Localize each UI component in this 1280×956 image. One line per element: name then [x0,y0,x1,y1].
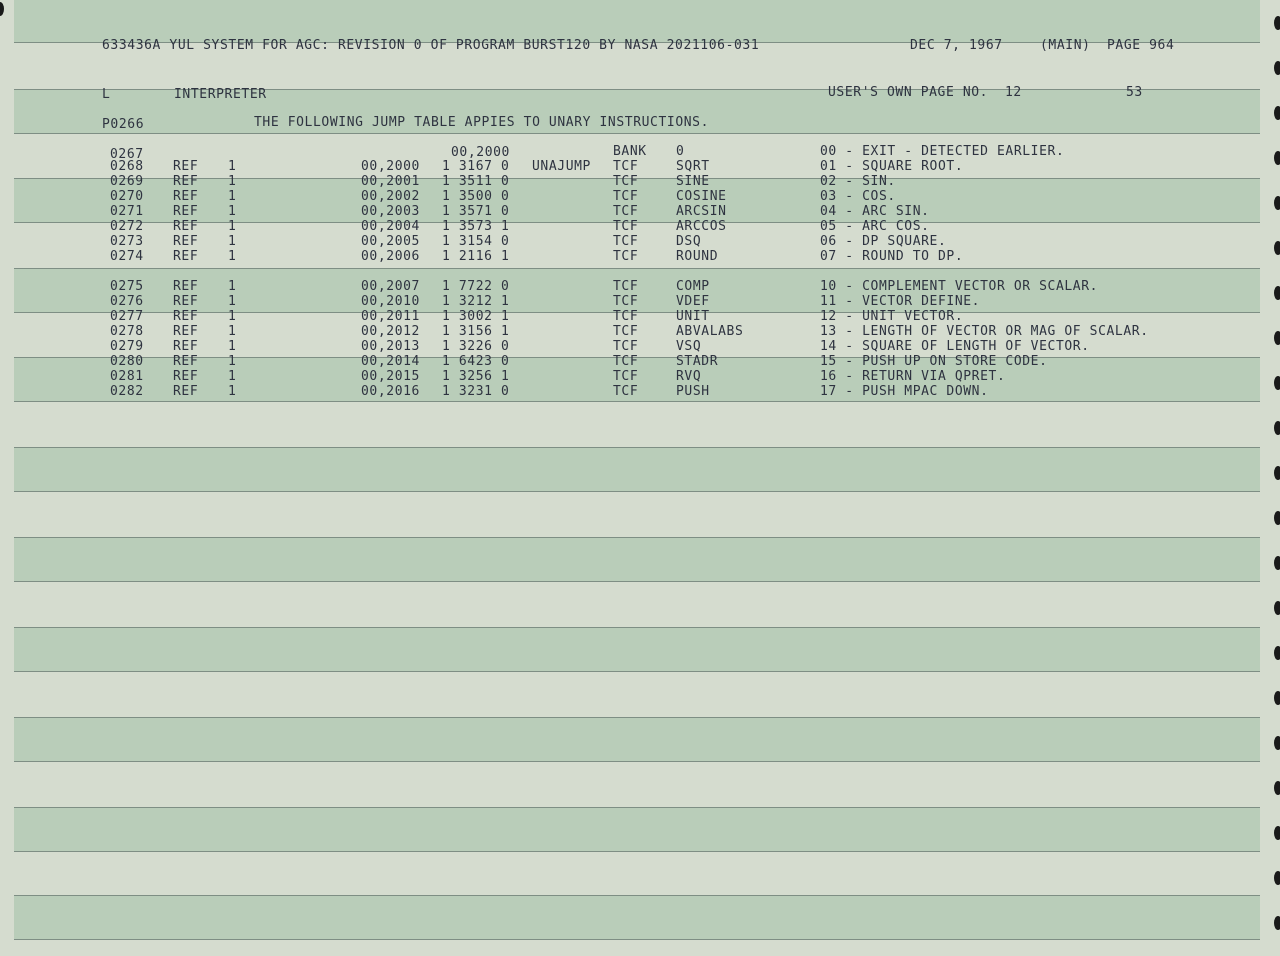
rule-line [14,671,1260,672]
listing-row [0,205,1280,220]
rule-line [14,401,1260,402]
ref-count: 1 [228,159,237,174]
opcode: TCF [613,354,639,369]
ref-count: 1 [228,324,237,339]
opcode: TCF [613,294,639,309]
operand: ARCCOS [676,219,727,234]
ref-keyword: REF [173,354,199,369]
feed-hole [1274,691,1280,705]
comment: 05 - ARC COS. [820,219,930,234]
operand: RVQ [676,369,702,384]
opcode: TCF [613,324,639,339]
bank-line-number: 0267 [110,147,144,162]
ref-keyword: REF [173,204,199,219]
address: 00,2004 [361,219,420,234]
listing-row [0,295,1280,310]
feed-hole [0,2,4,16]
rule-line [14,939,1260,940]
feed-hole [1274,601,1280,615]
ref-count: 1 [228,309,237,324]
ref-keyword: REF [173,279,199,294]
ref-keyword: REF [173,339,199,354]
address: 00,2002 [361,189,420,204]
operand: ABVALABS [676,324,744,339]
comment-line-number: P0266 [102,117,145,132]
rule-line [14,537,1260,538]
line-number: 0271 [110,204,144,219]
address: 00,2000 [361,159,420,174]
listing-row [0,370,1280,385]
operand: COSINE [676,189,727,204]
octal-word: 1 3154 0 [442,234,510,249]
operand: SINE [676,174,710,189]
symbol-label: UNAJUMP [532,159,591,174]
green-band [14,447,1260,491]
octal-word: 1 3212 1 [442,294,510,309]
line-number: 0279 [110,339,144,354]
opcode: TCF [613,204,639,219]
octal-word: 1 2116 1 [442,249,510,264]
comment: 12 - UNIT VECTOR. [820,309,964,324]
feed-hole [1274,826,1280,840]
bank-address: 00,2000 [451,145,510,160]
address: 00,2005 [361,234,420,249]
comment: 13 - LENGTH OF VECTOR OR MAG OF SCALAR. [820,324,1149,339]
green-band [14,895,1260,939]
ref-keyword: REF [173,384,199,399]
address: 00,2006 [361,249,420,264]
opcode: TCF [613,369,639,384]
comment: 06 - DP SQUARE. [820,234,947,249]
ref-count: 1 [228,369,237,384]
address: 00,2001 [361,174,420,189]
address: 00,2003 [361,204,420,219]
octal-word: 1 3002 1 [442,309,510,324]
opcode: TCF [613,384,639,399]
opcode: TCF [613,219,639,234]
opcode: TCF [613,189,639,204]
ref-count: 1 [228,174,237,189]
line-number: 0274 [110,249,144,264]
ref-count: 1 [228,219,237,234]
log-code: L [102,87,111,102]
listing-row [0,385,1280,400]
listing-row [0,220,1280,235]
rule-line [14,807,1260,808]
address: 00,2016 [361,384,420,399]
ref-count: 1 [228,279,237,294]
line-number: 0275 [110,279,144,294]
octal-word: 1 3573 1 [442,219,510,234]
sheet-number: 53 [1126,85,1143,100]
comment: 11 - VECTOR DEFINE. [820,294,981,309]
line-number: 0269 [110,174,144,189]
ref-count: 1 [228,249,237,264]
address: 00,2013 [361,339,420,354]
opcode: TCF [613,339,639,354]
octal-word: 1 3571 0 [442,204,510,219]
bank-operand: 0 [676,144,685,159]
operand: VSQ [676,339,702,354]
rule-line [14,268,1260,269]
listing-row [0,190,1280,205]
opcode: TCF [613,234,639,249]
feed-hole [1274,736,1280,750]
green-band [14,537,1260,581]
comment: 14 - SQUARE OF LENGTH OF VECTOR. [820,339,1090,354]
octal-word: 1 6423 0 [442,354,510,369]
rule-line [14,491,1260,492]
ref-count: 1 [228,339,237,354]
operand: UNIT [676,309,710,324]
address: 00,2012 [361,324,420,339]
opcode: TCF [613,249,639,264]
comment-text: THE FOLLOWING JUMP TABLE APPIES TO UNARY INSTRUCTIONS. [254,115,710,130]
opcode: TCF [613,309,639,324]
feed-hole [1274,646,1280,660]
listing-row [0,175,1280,190]
feed-hole [1274,466,1280,480]
feed-hole [1274,511,1280,525]
green-band [14,807,1260,851]
comment: 03 - COS. [820,189,896,204]
opcode: TCF [613,279,639,294]
octal-word: 1 3167 0 [442,159,510,174]
listing-row [0,160,1280,175]
listing-row [0,310,1280,325]
line-number: 0277 [110,309,144,324]
address: 00,2015 [361,369,420,384]
operand: VDEF [676,294,710,309]
rule-line [14,761,1260,762]
ref-keyword: REF [173,174,199,189]
ref-keyword: REF [173,309,199,324]
comment: 01 - SQUARE ROOT. [820,159,964,174]
line-number: 0270 [110,189,144,204]
ref-count: 1 [228,234,237,249]
comment: 02 - SIN. [820,174,896,189]
feed-hole [1274,421,1280,435]
ref-keyword: REF [173,369,199,384]
comment: 15 - PUSH UP ON STORE CODE. [820,354,1048,369]
line-number: 0276 [110,294,144,309]
bank-comment: 00 - EXIT - DETECTED EARLIER. [820,144,1065,159]
feed-hole [1274,61,1280,75]
rule-line [14,581,1260,582]
rule-line [14,447,1260,448]
rule-line [14,895,1260,896]
octal-word: 1 3226 0 [442,339,510,354]
line-number: 0268 [110,159,144,174]
opcode: TCF [613,159,639,174]
feed-hole [1274,916,1280,930]
line-number: 0272 [110,219,144,234]
listing-row [0,280,1280,295]
address: 00,2014 [361,354,420,369]
operand: DSQ [676,234,702,249]
line-number: 0282 [110,384,144,399]
line-number: 0273 [110,234,144,249]
rule-line [14,133,1260,134]
octal-word: 1 7722 0 [442,279,510,294]
listing-row [0,325,1280,340]
ref-keyword: REF [173,294,199,309]
rule-line [14,627,1260,628]
ref-keyword: REF [173,159,199,174]
green-band [14,627,1260,671]
operand: ROUND [676,249,719,264]
octal-word: 1 3256 1 [442,369,510,384]
listing-date: DEC 7, 1967 [910,38,1003,53]
ref-count: 1 [228,384,237,399]
ref-keyword: REF [173,249,199,264]
ref-keyword: REF [173,189,199,204]
feed-hole [1274,556,1280,570]
feed-hole [1274,781,1280,795]
comment: 16 - RETURN VIA QPRET. [820,369,1006,384]
comment: 17 - PUSH MPAC DOWN. [820,384,989,399]
listing-row [0,340,1280,355]
opcode: TCF [613,174,639,189]
octal-word: 1 3156 1 [442,324,510,339]
rule-line [14,851,1260,852]
comment: 10 - COMPLEMENT VECTOR OR SCALAR. [820,279,1099,294]
line-number: 0280 [110,354,144,369]
rule-line [14,717,1260,718]
ref-keyword: REF [173,219,199,234]
listing-main-tag: (MAIN) [1040,38,1091,53]
octal-word: 1 3511 0 [442,174,510,189]
listing-row [0,355,1280,370]
line-number: 0281 [110,369,144,384]
ref-count: 1 [228,189,237,204]
operand: SQRT [676,159,710,174]
section-title: INTERPRETER [174,87,267,102]
users-page-number: USER'S OWN PAGE NO. 12 [828,85,1022,100]
octal-word: 1 3231 0 [442,384,510,399]
listing-row [0,250,1280,265]
ref-keyword: REF [173,234,199,249]
operand: PUSH [676,384,710,399]
green-band [14,717,1260,761]
line-number: 0278 [110,324,144,339]
operand: ARCSIN [676,204,727,219]
ref-count: 1 [228,354,237,369]
ref-keyword: REF [173,324,199,339]
bank-opcode: BANK [613,144,647,159]
listing-row [0,235,1280,250]
listing-title: 633436A YUL SYSTEM FOR AGC: REVISION 0 OF PROGRAM BURST120 BY NASA 2021106-031 [102,38,760,53]
address: 00,2011 [361,309,420,324]
feed-hole [1274,16,1280,30]
feed-hole [1274,871,1280,885]
operand: COMP [676,279,710,294]
green-band [14,0,1260,42]
address: 00,2010 [361,294,420,309]
operand: STADR [676,354,719,369]
listing-page-number: PAGE 964 [1107,38,1175,53]
ref-count: 1 [228,204,237,219]
octal-word: 1 3500 0 [442,189,510,204]
ref-count: 1 [228,294,237,309]
address: 00,2007 [361,279,420,294]
feed-hole [1274,106,1280,120]
comment: 07 - ROUND TO DP. [820,249,964,264]
comment: 04 - ARC SIN. [820,204,930,219]
